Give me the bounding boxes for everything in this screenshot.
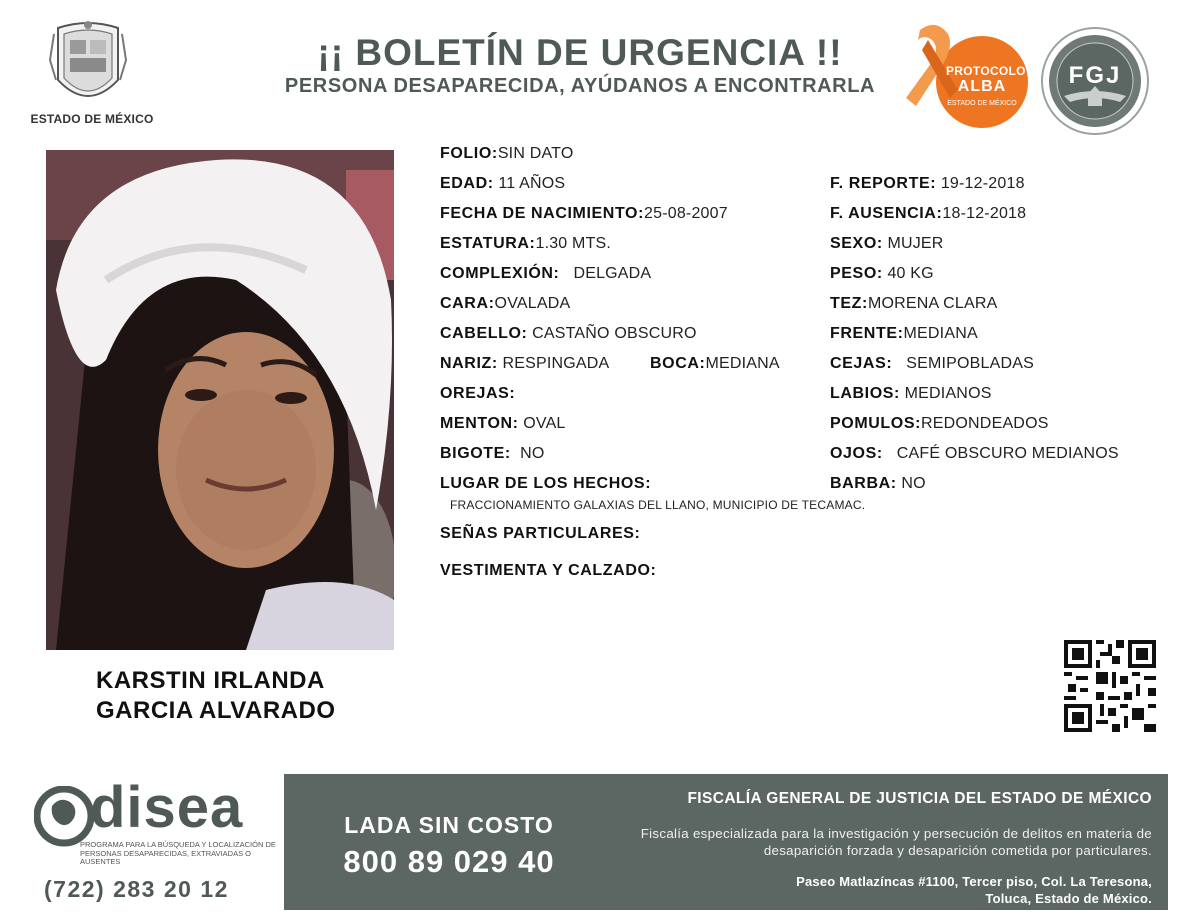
field-bigote	[440, 445, 545, 463]
field-senas	[440, 525, 640, 543]
field-peso	[830, 265, 934, 283]
field-label: BOCA:	[650, 355, 706, 372]
field-orejas	[440, 385, 515, 403]
field-value: 40 KG	[887, 265, 934, 282]
field-label: SEXO:	[830, 235, 883, 252]
fiscalia-address	[600, 873, 1152, 907]
fgj-text: FGJ	[1068, 62, 1122, 89]
field-label: FRENTE:	[830, 325, 904, 342]
field-label: EDAD:	[440, 175, 494, 192]
missing-person-photo	[46, 150, 394, 650]
field-value: MEDIANOS	[904, 385, 992, 402]
field-value: OVAL	[523, 415, 566, 432]
field-label: TEZ:	[830, 295, 868, 312]
protocolo-alba-logo	[900, 20, 1030, 135]
field-label: PESO:	[830, 265, 883, 282]
field-label: LUGAR DE LOS HECHOS:	[440, 475, 652, 492]
bulletin-subtitle: PERSONA DESAPARECIDA, AYÚDANOS A ENCONTRARLA	[284, 75, 876, 97]
address-line2: Toluca, Estado de México.	[985, 891, 1152, 906]
field-cabello	[440, 325, 697, 343]
field-value: DELGADA	[573, 265, 652, 282]
portrait-image	[46, 150, 394, 650]
alba-line3: ESTADO DE MÉXICO	[947, 100, 1017, 107]
field-value: 1.30 MTS.	[535, 235, 612, 252]
field-cejas	[830, 355, 1034, 373]
fiscalia-description: Fiscalía especializada para la investigación y persecución de delitos en materia de desaparición forzada y desaparición cometida por particulares.	[640, 826, 1152, 858]
field-value: NO	[901, 475, 926, 492]
field-ojos	[830, 445, 1119, 463]
estado-de-mexico-label: ESTADO DE MÉXICO	[30, 112, 154, 126]
odisea-wordmark: disea	[90, 775, 244, 840]
field-value: MUJER	[887, 235, 944, 252]
field-label: CEJAS:	[830, 355, 893, 372]
qr-code-icon[interactable]	[1064, 640, 1156, 732]
field-boca	[650, 355, 780, 373]
field-label: MENTON:	[440, 415, 519, 432]
address-line1: Paseo Matlazíncas #1100, Tercer piso, Col. La Teresona,	[796, 874, 1152, 889]
field-label: SEÑAS PARTICULARES:	[440, 525, 641, 542]
field-value: OVALADA	[494, 295, 571, 312]
field-value: CASTAÑO OBSCURO	[532, 325, 697, 342]
field-tez	[830, 295, 998, 313]
field-f-ausencia	[830, 205, 1026, 223]
odisea-program-text: PROGRAMA PARA LA BÚSQUEDA Y LOCALIZACIÓN DE PERSONAS DESAPARECIDAS, EXTRAVIADAS O AUSENTES	[80, 840, 276, 866]
field-value: MEDIANA	[705, 355, 780, 372]
field-label: ESTATURA:	[440, 235, 536, 252]
fgj-seal	[1040, 26, 1150, 136]
field-label: CABELLO:	[440, 325, 528, 342]
field-value: SIN DATO	[497, 145, 574, 162]
name-line2: GARCIA ALVARADO	[96, 697, 336, 724]
field-value: 18-12-2018	[942, 205, 1027, 222]
fiscalia-title: FISCALÍA GENERAL DE JUSTICIA DEL ESTADO DE MÉXICO	[687, 790, 1152, 807]
field-label: BIGOTE:	[440, 445, 511, 462]
field-label: LABIOS:	[830, 385, 900, 402]
field-label: FOLIO:	[440, 145, 498, 162]
field-value: SEMIPOBLADAS	[906, 355, 1034, 372]
field-value: 19-12-2018	[940, 175, 1025, 192]
field-vestimenta	[440, 562, 656, 580]
field-cara	[440, 295, 570, 313]
field-label: F. REPORTE:	[830, 175, 937, 192]
alba-line2: ALBA	[957, 78, 1007, 95]
field-edad	[440, 175, 565, 193]
toll-free-number[interactable]: 800 89 029 40	[343, 844, 555, 879]
bulletin-title: ¡¡ BOLETÍN DE URGENCIA !!	[317, 32, 843, 73]
field-value: NO	[520, 445, 545, 462]
missing-person-name	[96, 666, 416, 726]
field-label: CARA:	[440, 295, 495, 312]
field-value: RESPINGADA	[502, 355, 610, 372]
field-menton	[440, 415, 566, 433]
name-line1: KARSTIN IRLANDA	[96, 667, 325, 694]
field-label: VESTIMENTA Y CALZADO:	[440, 562, 657, 579]
field-label: OREJAS:	[440, 385, 516, 402]
field-label: COMPLEXIÓN:	[440, 265, 560, 282]
field-value: MEDIANA	[903, 325, 978, 342]
field-value: MORENA CLARA	[867, 295, 998, 312]
lada-sin-costo-label: LADA SIN COSTO	[344, 812, 554, 838]
field-lugar-value: FRACCIONAMIENTO GALAXIAS DEL LLANO, MUNICIPIO DE TECAMAC.	[450, 498, 866, 512]
field-value: CAFÉ OBSCURO MEDIANOS	[896, 445, 1119, 462]
field-label: OJOS:	[830, 445, 883, 462]
alba-line1: PROTOCOLO	[946, 64, 1026, 78]
field-value: 11 AÑOS	[498, 175, 566, 192]
field-label: NARIZ:	[440, 355, 498, 372]
field-value: REDONDEADOS	[921, 415, 1049, 432]
field-label: POMULOS:	[830, 415, 922, 432]
field-nariz	[440, 355, 609, 373]
field-sexo	[830, 235, 944, 253]
field-estatura	[440, 235, 611, 253]
field-f-reporte	[830, 175, 1025, 193]
field-label: FECHA DE NACIMIENTO:	[440, 205, 644, 222]
field-pomulos	[830, 415, 1049, 433]
estado-de-mexico-coat-of-arms-icon	[48, 20, 128, 110]
field-barba	[830, 475, 926, 493]
field-label: F. AUSENCIA:	[830, 205, 943, 222]
field-value: 25-08-2007	[644, 205, 728, 222]
field-labios	[830, 385, 992, 403]
field-fecha-nacimiento	[440, 205, 728, 223]
field-frente	[830, 325, 978, 343]
field-lugar-label	[440, 475, 651, 493]
odisea-phone[interactable]: (722) 283 20 12	[44, 876, 229, 902]
field-complexion	[440, 265, 651, 283]
field-folio	[440, 145, 574, 163]
field-label: BARBA:	[830, 475, 897, 492]
